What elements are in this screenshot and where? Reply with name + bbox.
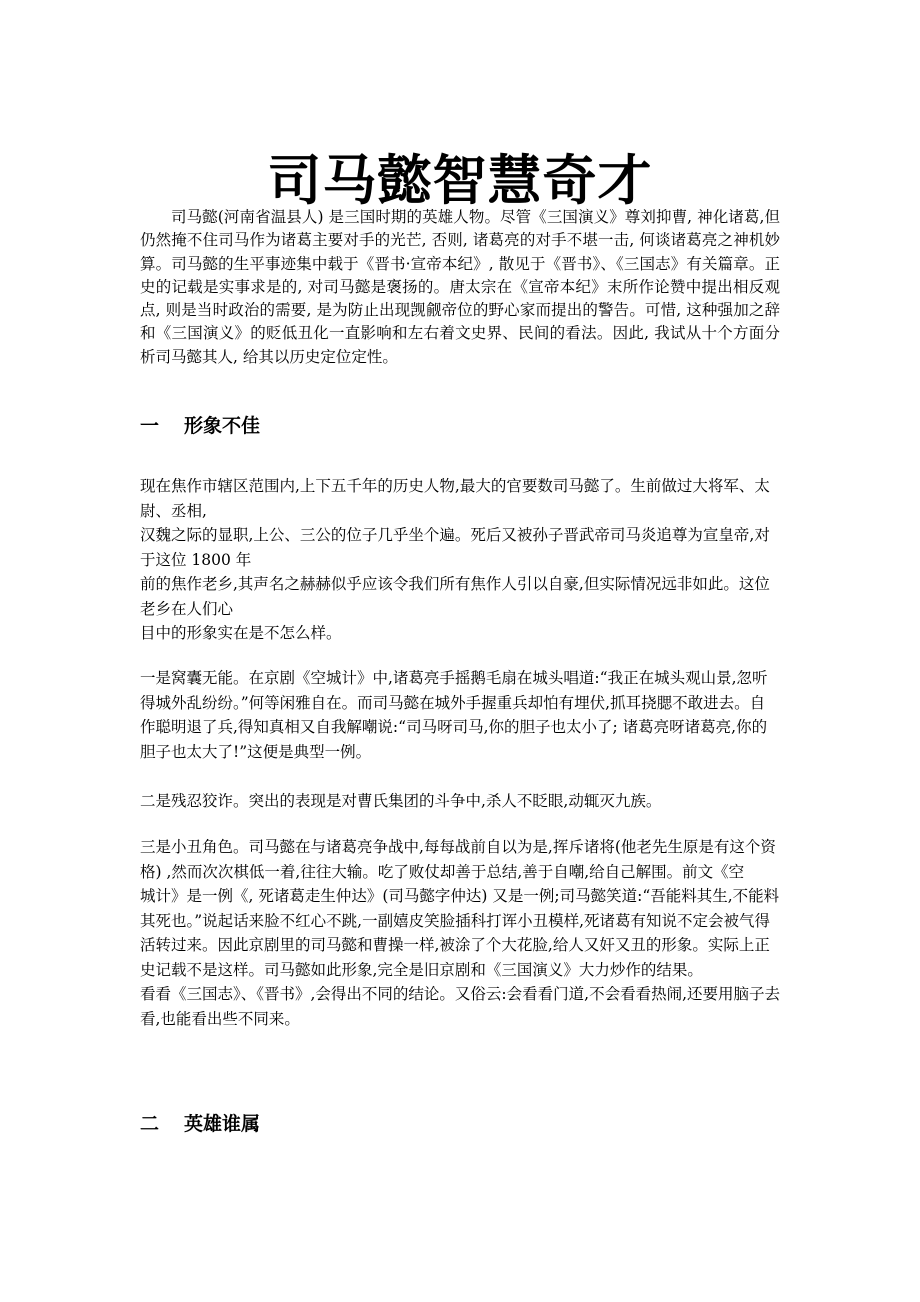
section-heading-2 — [140, 1111, 260, 1137]
section1-paragraph-4 — [140, 835, 780, 1031]
paragraph-line: 汉魏之际的显职,上公、三公的位子几乎坐个遍。死后又被孙子晋武帝司马炎追尊为宣皇帝,对于这位 1800 年 — [140, 526, 770, 569]
section1-paragraph-3: 二是残忍狡诈。突出的表现是对曹氏集团的斗争中,杀人不眨眼,动辄灭九族。 — [140, 792, 662, 810]
intro-paragraph: 司马懿(河南省温县人) 是三国时期的英雄人物。尽管《三国演义》尊刘抑曹, 神化诸葛,但仍然掩不住司马作为诸葛主要对手的光芒, 否则, 诸葛亮的对手不堪一击, 何谈诸葛亮之神机妙算。司马懿的生平事迹集中载于《晋书·宣帝本纪》, 散见于《晋书》、《三国志》有关篇章。正史的记载是实事求是的, 对司马懿是褒扬的。唐太宗在《宣帝本纪》末所作论赞中提出相反观点, 则是当时政治的需要, 是为防止出现觊觎帝位的野心家而提出的警告。可惜, 这种强加之辞和《三国演义》的贬低丑化一直影响和左右着文史界、民间的看法。因此, 我试从十个方面分析司马懿其人, 给其以历史定位定性。 — [140, 208, 780, 366]
paragraph-line: 前的焦作老乡,其声名之赫赫似乎应该令我们所有焦作人引以自豪,但实际情况远非如此。这位老乡在人们心 — [140, 575, 770, 618]
paragraph-line: 城计》是一例《, 死诸葛走生仲达》(司马懿字仲达) 又是一例;司马懿笑道:“吾能料其生,不能料其死也。”说起话来脸不红心不跳,一副嬉皮笑脸插科打诨小丑模样,死诸葛有知说不定会被气得活转过来。因此京剧里的司马懿和曹操一样,被涂了个大花脸,给人又奸又丑的形象。实际上正史记载不是这样。司马懿如此形象,完全是旧京剧和《三国演义》大力炒作的结果。 — [140, 887, 780, 979]
section1-paragraph-1 — [140, 474, 780, 646]
paragraph-line: 现在焦作市辖区范围内,上下五千年的历史人物,最大的官要数司马懿了。生前做过大将军、太尉、丞相, — [140, 477, 770, 520]
page-title: 司马懿智慧奇才 — [267, 148, 653, 213]
paragraph-line: 三是小丑角色。司马懿在与诸葛亮争战中,每每战前自以为是,挥斥诸将(他老先生原是有这个资格) ,然而次次棋低一着,往往大输。吃了败仗却善于总结,善于自嘲,给自己解围。前文《空 — [140, 838, 776, 881]
section-heading-1 — [140, 413, 260, 439]
section-title-1: 形象不佳 — [184, 415, 261, 437]
paragraph-line: 目中的形象实在是不怎么样。 — [140, 624, 342, 642]
section-number-2: 二 — [140, 1113, 160, 1135]
section-number-1: 一 — [140, 415, 160, 437]
section1-paragraph-2: 一是窝囊无能。在京剧《空城计》中,诸葛亮手摇鹅毛扇在城头唱道:“我正在城头观山景,忽听得城外乱纷纷。”何等闲雅自在。而司马懿在城外手握重兵却怕有埋伏,抓耳挠腮不敢进去。自作聪明退了兵,得知真相又自我解嘲说:“司马呀司马,你的胆子也太小了; 诸葛亮呀诸葛亮,你的胆子也太大了!”这便是典型一例。 — [140, 669, 768, 761]
paragraph-line: 看看《三国志》、《晋书》,会得出不同的结论。又俗云:会看看门道,不会看看热闹,还要用脑子去看,也能看出些不同来。 — [140, 985, 781, 1028]
section-title-2: 英雄谁属 — [184, 1113, 261, 1135]
